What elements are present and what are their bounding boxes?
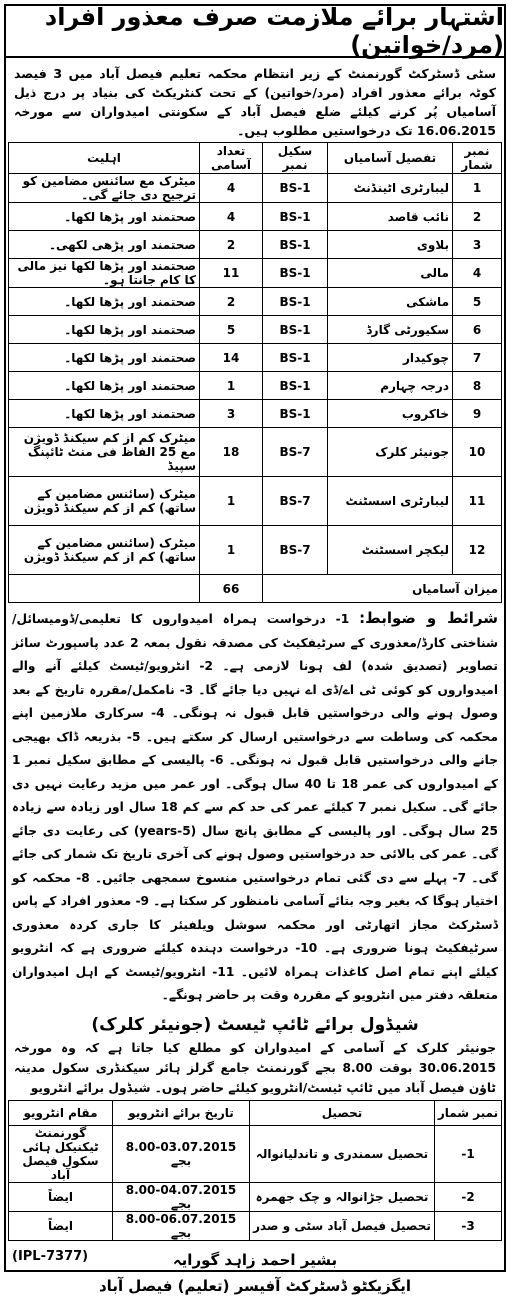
ad-title: اشتہار برائے ملازمت صرف معذور افراد (مرد/خواتین) xyxy=(6,6,504,58)
sched-cell-date: 8.00-06.07.2015 بجے xyxy=(113,1211,250,1240)
table-row xyxy=(9,344,502,372)
cell-post: سکیورٹی گارڈ xyxy=(328,316,453,344)
cell-serial: 6 xyxy=(453,316,502,344)
table-row xyxy=(9,288,502,316)
intro-date: 16.06.2015 xyxy=(416,123,496,138)
sched-header-place: مقام انٹرویو xyxy=(9,1100,113,1125)
cell-scale: BS-7 xyxy=(263,526,328,575)
schedule-table-body xyxy=(9,1125,502,1240)
cell-count: 18 xyxy=(200,428,263,477)
table-row xyxy=(9,526,502,575)
table-row xyxy=(9,1211,502,1240)
sched-cell-serial: 2- xyxy=(435,1182,502,1211)
total-label: میزان آسامیاں xyxy=(263,575,502,603)
cell-qualification: میٹرک مع سائنس مضامین کو ترجیح دی جائے گی۔ xyxy=(9,174,200,203)
sched-cell-place: ایضاً xyxy=(9,1211,113,1240)
sched-header-serial: نمبر شمار xyxy=(435,1100,502,1125)
terms-text: 1- درخواست ہمراہ امیدواروں کا تعلیمی/ڈومیسائل/شناختی کارڈ/معذوری کے سرٹیفکیٹ کی مصدقہ نقول بمعہ 2 عدد پاسپورٹ سائز تصاویر (تصدیق شدہ) لف ہونا لازمی ہے۔ 2- انٹرویو/ٹیسٹ کیلئے آنے والے امیدواروں کو کوئی ٹی اے/ڈی اے نہیں دیا جائے گا۔ 3- نامکمل/مقررہ تاریخ کے بعد وصول ہونے والی درخواستیں قابل قبول نہ ہونگی۔ 4- سرکاری ملازمین اپنے محکمہ کی وساطت سے درخواستیں ارسال کر سکتے ہیں۔ 5- بذریعہ ڈاک بھیجی جانے والی درخواستیں قابل قبول نہ ہونگی۔ 6- پالیسی کے مطابق سکیل نمبر 1 کے امیدواروں کی عمر 18 تا 40 سال ہوگی۔ اور عمر میں مزید رعایت نہیں دی جائے گی۔ سکیل نمبر 7 کیلئے عمر کی حد کم سے کم 18 سال اور زیادہ سے زیادہ 25 سال ہوگی۔ اور پالیسی کے مطابق پانچ سال (5-years) کی رعایت دی جائے گی۔ عمر کی بالائی حد درخواستیں وصول ہونے کی آخری تاریخ تک شمار کی جائے گی۔ 7- پہلے سے دی گئی تمام درخواستیں منسوخ سمجھی جائیں۔ 8- محکمہ کو اختیار ہوگا کہ بغیر وجہ بتائے آسامی نامنظور کر سکتا ہے۔ 9- معذور افراد کے پاس ڈسٹرکٹ مجاز اتھارٹی اور محکمہ سوشل ویلفیئر کا جاری کردہ معذوری سرٹیفکیٹ ہونا ضروری ہے۔ 10- درخواست دہندہ کیلئے ضروری ہے کہ انٹرویو کیلئے اپنے تمام اصل کاغذات ہمراہ لائیں۔ 11- انٹرویو/ٹیسٹ کے اہل امیدواران متعلقہ دفتر میں انٹرویو کے مقررہ وقت پر حاضر ہونگے۔ xyxy=(12,612,499,1002)
cell-scale: BS-7 xyxy=(263,477,328,526)
cell-qualification: میٹرک کم از کم سیکنڈ ڈویژن مع 25 الفاظ فی منٹ ٹائپنگ سپیڈ xyxy=(9,428,200,477)
sched-cell-serial: 1- xyxy=(435,1125,502,1182)
signature-designation: ایگزیکٹو ڈسٹرکٹ آفیسر (تعلیم) فیصل آباد xyxy=(98,1276,412,1295)
cell-post: چوکیدار xyxy=(328,344,453,372)
cell-serial: 1 xyxy=(453,174,502,203)
cell-count: 4 xyxy=(200,203,263,231)
table-row xyxy=(9,203,502,231)
advertisement-page xyxy=(4,3,506,1295)
table-row xyxy=(9,1182,502,1211)
cell-count: 3 xyxy=(200,400,263,428)
sched-header-tehsil: تحصیل xyxy=(250,1100,435,1125)
sched-header-date: تاریخ برائے انٹرویو xyxy=(113,1100,250,1125)
cell-scale: BS-1 xyxy=(263,344,328,372)
header-scale: سکیل نمبر xyxy=(263,143,328,174)
cell-qualification: صحتمند اور پڑھا لکھا نیز مالی کا کام جانتا ہو۔ xyxy=(9,259,200,288)
sched-cell-place: ایضاً xyxy=(9,1182,113,1211)
cell-post: نائب قاصد xyxy=(328,203,453,231)
terms-label: شرائط و ضوابط: xyxy=(359,609,498,627)
cell-serial: 12 xyxy=(453,526,502,575)
cell-scale: BS-1 xyxy=(263,174,328,203)
cell-scale: BS-1 xyxy=(263,259,328,288)
cell-qualification: میٹرک (سائنس مضامین کے ساتھ) کم از کم سیکنڈ ڈویژن xyxy=(9,477,200,526)
cell-serial: 9 xyxy=(453,400,502,428)
table-row xyxy=(9,259,502,288)
cell-scale: BS-1 xyxy=(263,316,328,344)
total-value: 66 xyxy=(200,575,263,603)
cell-serial: 7 xyxy=(453,344,502,372)
schedule-title: شیڈول برائے ٹائپ ٹیسٹ (جونیئر کلرک) xyxy=(91,1014,419,1035)
table-row xyxy=(9,1125,502,1182)
cell-scale: BS-1 xyxy=(263,400,328,428)
schedule-table-header xyxy=(9,1100,502,1125)
cell-count: 11 xyxy=(200,259,263,288)
cell-post: جونیئر کلرک xyxy=(328,428,453,477)
schedule-table xyxy=(8,1100,502,1241)
table-row xyxy=(9,372,502,400)
cell-post: درجہ چہارم xyxy=(328,372,453,400)
cell-post: لیکچر اسسٹنٹ xyxy=(328,526,453,575)
posts-total-row xyxy=(9,575,502,603)
header-post: تفصیل آسامیاں xyxy=(328,143,453,174)
ad-code: (IPL-7377) xyxy=(12,1249,89,1264)
cell-serial: 4 xyxy=(453,259,502,288)
table-row xyxy=(9,231,502,259)
cell-count: 4 xyxy=(200,174,263,203)
sched-cell-tehsil: تحصیل جڑانوالہ و چک جھمرہ xyxy=(250,1182,435,1211)
cell-serial: 2 xyxy=(453,203,502,231)
cell-qualification: صحتمند اور پڑھا لکھا۔ xyxy=(9,400,200,428)
cell-serial: 5 xyxy=(453,288,502,316)
cell-count: 14 xyxy=(200,344,263,372)
cell-count: 1 xyxy=(200,526,263,575)
sched-cell-date: 8.00-04.07.2015 بجے xyxy=(113,1182,250,1211)
cell-serial: 10 xyxy=(453,428,502,477)
cell-count: 1 xyxy=(200,372,263,400)
table-row xyxy=(9,316,502,344)
signature-name: بشیر احمد زاہد گورایہ xyxy=(172,1250,338,1269)
cell-post: بلاوی xyxy=(328,231,453,259)
cell-scale: BS-1 xyxy=(263,231,328,259)
cell-qualification: میٹرک (سائنس مضامین کے ساتھ) کم از کم سیکنڈ ڈویژن xyxy=(9,526,200,575)
table-row xyxy=(9,174,502,203)
cell-scale: BS-1 xyxy=(263,288,328,316)
table-row xyxy=(9,400,502,428)
cell-count: 1 xyxy=(200,477,263,526)
sched-cell-date: 8.00-03.07.2015 بجے xyxy=(113,1125,250,1182)
cell-serial: 8 xyxy=(453,372,502,400)
header-qualification: اہلیت xyxy=(9,143,200,174)
total-empty xyxy=(9,575,200,603)
cell-count: 2 xyxy=(200,288,263,316)
table-row xyxy=(9,477,502,526)
posts-table-header xyxy=(9,143,502,174)
terms-paragraph xyxy=(6,603,504,1010)
schedule-intro: جونیئر کلرک کے آسامی کے امیدواران کو مطلع کیا جاتا ہے کہ وہ مورخہ 30.06.2015 بوقت 8.00 بجے گورنمنٹ جامع گرلز ہائر سیکنڈری سکول مدینہ ٹاؤن فیصل آباد میں ٹائپ ٹیسٹ/انٹرویو کیلئے حاضر ہوں۔ شیڈول برائے انٹرویو xyxy=(14,1040,497,1095)
header-serial: نمبر شمار xyxy=(453,143,502,174)
cell-scale: BS-1 xyxy=(263,372,328,400)
cell-post: مالی xyxy=(328,259,453,288)
sched-cell-place: گورنمنٹ ٹیکنیکل ہائی سکول فیصل آباد xyxy=(9,1125,113,1182)
cell-post: لیبارٹری اسسٹنٹ xyxy=(328,477,453,526)
table-row xyxy=(9,428,502,477)
cell-post: ماشکی xyxy=(328,288,453,316)
cell-serial: 3 xyxy=(453,231,502,259)
cell-count: 5 xyxy=(200,316,263,344)
intro-paragraph xyxy=(6,58,504,142)
cell-qualification: صحتمند اور پڑھا لکھا۔ xyxy=(9,203,200,231)
cell-post: خاکروب xyxy=(328,400,453,428)
cell-qualification: صحتمند اور پڑھا لکھا۔ xyxy=(9,288,200,316)
cell-scale: BS-1 xyxy=(263,203,328,231)
sched-cell-tehsil: تحصیل فیصل آباد سٹی و صدر xyxy=(250,1211,435,1240)
header-count: تعداد آسامی xyxy=(200,143,263,174)
sched-cell-tehsil: تحصیل سمندری و تاندلیانوالہ xyxy=(250,1125,435,1182)
posts-table-body xyxy=(9,174,502,575)
sched-cell-serial: 3- xyxy=(435,1211,502,1240)
cell-serial: 11 xyxy=(453,477,502,526)
cell-qualification: صحتمند اور پڑھا لکھا۔ xyxy=(9,316,200,344)
cell-post: لیبارٹری اٹینڈنٹ xyxy=(328,174,453,203)
posts-table xyxy=(8,142,502,603)
cell-count: 2 xyxy=(200,231,263,259)
intro-tail: تک درخواستیں مطلوب ہیں۔ xyxy=(237,123,413,138)
cell-qualification: صحتمند اور پڑھا لکھا۔ xyxy=(9,372,200,400)
cell-qualification: صحتمند اور پڑھا لکھا۔ xyxy=(9,344,200,372)
intro-text: سٹی ڈسٹرکٹ گورنمنٹ کے زیر انتظام محکمہ تعلیم فیصل آباد میں 3 فیصد کوٹہ برائے معذور افراد (مرد/خواتین) کے تحت کنٹریکٹ کی بنیاد پر درج ذیل آسامیاں پُر کرنے کیلئے ضلع فیصل آباد کے سکونتی امیدواران سے مورخہ xyxy=(14,66,496,119)
cell-qualification: صحتمند اور پڑھی لکھی۔ xyxy=(9,231,200,259)
cell-scale: BS-7 xyxy=(263,428,328,477)
